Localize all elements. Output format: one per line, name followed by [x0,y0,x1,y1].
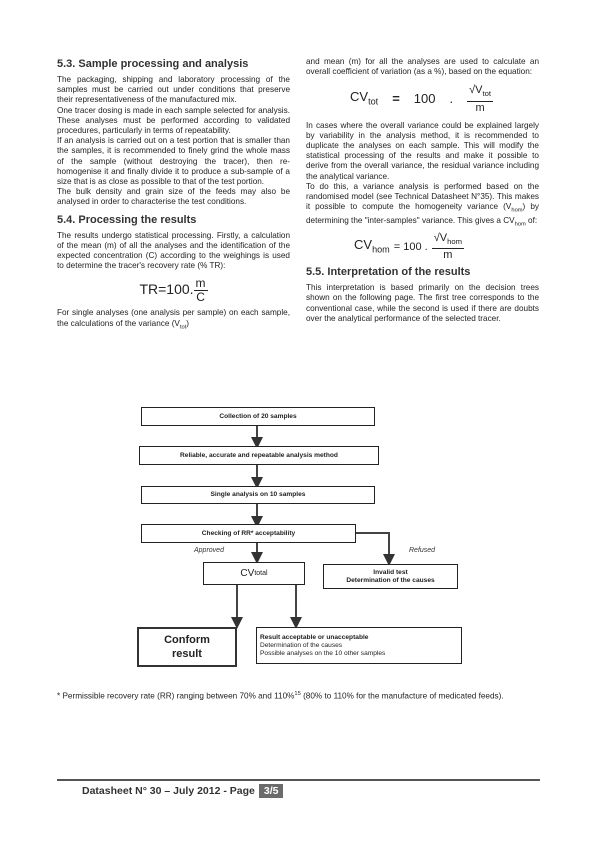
cv-tot-equation [350,84,539,114]
left-column [57,57,290,333]
cv-hom-denominator: m [443,249,453,262]
flow-box-result [256,627,462,664]
flow-box-rr-check: Checking of RR* acceptability [141,524,356,543]
s53-paragraph-2: One tracer dosing is made in each sample selected for analysis. These analyses must be performed according to validated procedures, particularly in terms of repeatability. [57,105,290,136]
footnote-sup: 15 [294,691,301,697]
cv-tot-lhs-sub: tot [368,96,379,107]
cv-tot-lhs-text: CV [350,89,369,105]
footer-rule [57,779,540,781]
cv-tot-num-text: √V [469,84,483,97]
result-line-1: Result acceptable or unacceptable [260,633,369,641]
cv-total-sub: total [254,569,268,577]
p3-text-b: ) by determining the "inter-samples" variance. This gives a CV [306,202,539,226]
cv-hom-lhs-text: CV [354,236,373,252]
s54-paragraph-2 [57,308,290,332]
label-approved: Approved [194,547,224,554]
tr-numerator: m [195,276,206,291]
cv-hom-equation [354,232,539,262]
s53-paragraph-3: If an analysis is carried out on a test portion that is smaller than the samples, it is recommended to finely grind the whole mass of the sample (without destroying the tracer), then re-homogenise it and finally divide it to produce a sub-sample of a size that is as close as possible to that of the test portion. [57,136,290,187]
section-5-4-title: 5.4. Processing the results [57,213,197,226]
right-column [306,57,539,324]
flow-box-single-analysis: Single analysis on 10 samples [141,486,375,504]
cv-tot-dot: . [449,91,454,107]
cv-hom-mid: = 100 . [393,240,428,253]
footnote-text-b: (80% to 110% for the manufacture of medicated feeds). [300,691,504,701]
flow-box-cv-total [203,562,305,585]
label-refused: Refused [409,547,436,554]
conform-line-1: Conform [164,634,210,646]
vtot-sub: tot [179,324,187,331]
cv-tot-num-sub: tot [482,89,492,99]
conform-line-2: result [172,648,202,660]
flow-box-invalid [323,564,458,589]
cv-hom-num-text: √V [433,231,448,244]
p3-vhom-sub: hom [511,207,523,214]
section-5-3-title: 5.3. Sample processing and analysis [57,58,249,70]
flow-box-collection: Collection of 20 samples [141,407,375,426]
s54-p2-close: ) [186,318,190,328]
cv-tot-100: 100 [413,91,436,107]
p3-text-c: of: [525,216,538,226]
cv-hom-lhs [354,236,390,255]
tr-denominator: C [196,290,205,305]
cv-tot-lhs [350,89,379,107]
cv-hom-lhs-sub: hom [372,244,390,255]
s54-p2-text: For single analyses (one analysis per sample) on each sample, the calculations of the variance (V [57,308,290,328]
p3-text-a: To do this, a variance analysis is performed based on the randomised model (see Technical Datasheet N°35). This makes it possible to compute the homogeneity variance (V [306,181,539,212]
section-5-5-title: 5.5. Interpretation of the results [306,266,471,279]
tr-equation [57,277,290,304]
s54-paragraph-1: The results undergo statistical processing. Firstly, a calculation of the mean (m) of all the analyses and the identification of the expected concentration (C) according to the weighings is used to determine the tracer's recovery rate (% TR): [57,230,290,271]
right-paragraph-2: In cases where the overall variance could be explained largely by variability in the analysis method, it is recommended to duplicate the analyses on each sample. This will modify the statistical processing of the results and make it possible to derive from the overall variance, the residual variance including the analytical variance. [306,120,539,181]
cv-total-text: CV [240,567,255,579]
s55-paragraph-1: This interpretation is based primarily on the decision trees shown on the following page. The first tree corresponds to the conventional case, while the second is used if there are doubts over the analytical performance of the selected tracer. [306,283,539,323]
s53-paragraph-1: The packaging, shipping and laboratory processing of the samples must be carried out under conditions that preserve their representativeness of the manufactured mix. [57,75,290,105]
result-line-3: Possible analyses on the 10 other samples [260,649,386,657]
right-paragraph-1: and mean (m) for all the analyses are used to calculate an overall coefficient of variation (as a %), based on the equation: [306,57,539,77]
arrow-4-invalid [355,533,389,560]
cv-tot-equals: = [392,91,400,107]
tr-lhs: TR=100. [139,281,194,298]
footnote-text-a: * Permissible recovery rate (RR) ranging between 70% and 110% [57,691,295,701]
cv-tot-denominator: m [475,101,485,114]
right-paragraph-3 [306,182,539,230]
result-line-2: Determination of the causes [260,641,343,649]
footer [82,784,283,798]
flow-box-conform [137,627,237,667]
cv-tot-numerator [467,84,493,101]
s53-paragraph-4: The bulk density and grain size of the feeds may also be analysed in order to characterise the test conditions. [57,187,290,207]
p3-cvhom-sub: hom [514,221,526,228]
page-number-badge: 3/5 [259,784,284,798]
cv-hom-numerator [432,232,464,249]
cv-hom-num-sub: hom [447,237,463,247]
footer-text: Datasheet N° 30 – July 2012 - Page [82,785,255,797]
invalid-line-2: Determination of the causes [346,576,435,584]
invalid-line-1: Invalid test [373,568,408,576]
flow-box-analysis-method: Reliable, accurate and repeatable analysis method [139,446,379,465]
footnote [57,689,540,702]
